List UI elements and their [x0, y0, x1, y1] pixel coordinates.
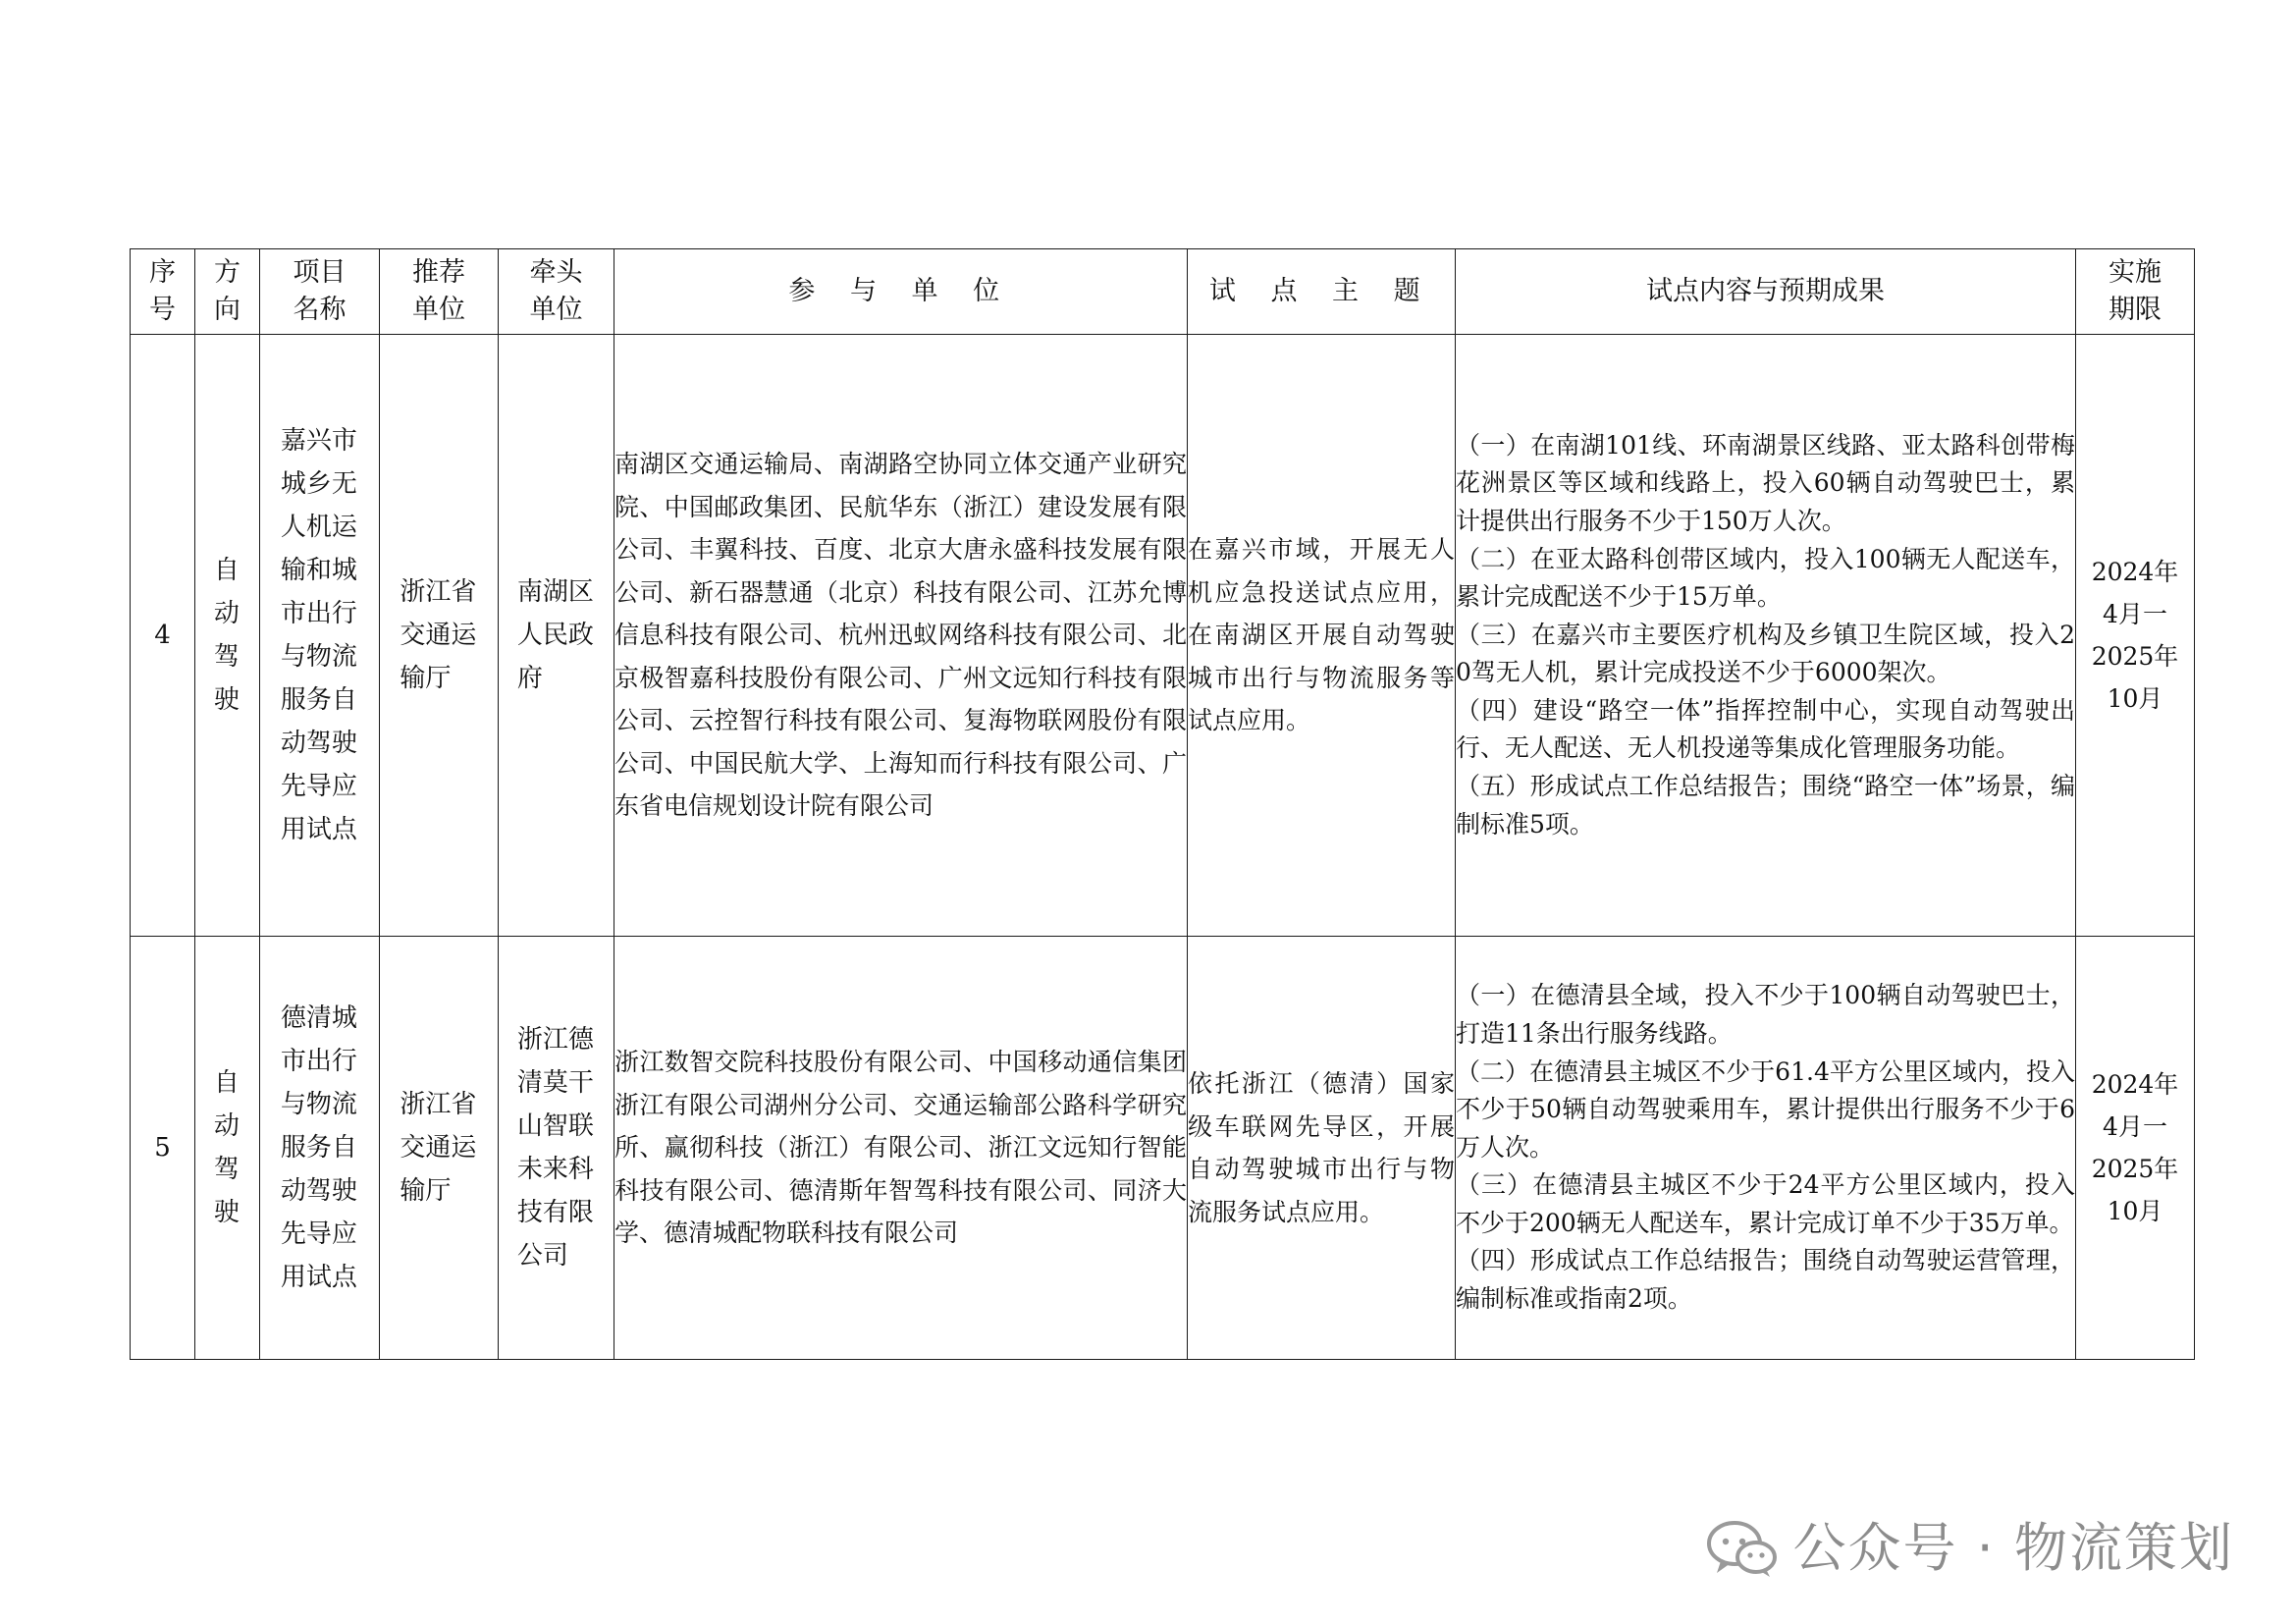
content-item: （一）在德清县全域，投入不少于100辆自动驾驶巴士，打造11条出行服务线路。 [1456, 981, 2075, 1048]
table-row [131, 335, 2195, 937]
content-item: （五）形成试点工作总结报告；围绕“路空一体”场景，编制标准5项。 [1456, 772, 2075, 839]
cell-content [1456, 335, 2076, 937]
content-item: （三）在嘉兴市主要医疗机构及乡镇卫生院区域，投入20驾无人机，累计完成投送不少于6000架次。 [1456, 620, 2075, 687]
cell-lead-unit: 浙江德清莫干山智联未来科技有限公司 [499, 937, 614, 1360]
cell-period: 2024年 4月一 2025年 10月 [2076, 937, 2195, 1360]
cell-direction: 自动驾驶 [195, 937, 260, 1360]
cell-recommender: 浙江省交通运输厅 [380, 335, 499, 937]
pilot-projects-table [130, 248, 2195, 1360]
content-item: （四）形成试点工作总结报告；围绕自动驾驶运营管理，编制标准或指南2项。 [1456, 1246, 2075, 1314]
cell-content [1456, 937, 2076, 1360]
header-theme: 试 点 主 题 [1188, 249, 1456, 335]
table-row [131, 937, 2195, 1360]
cell-participants: 南湖区交通运输局、南湖路空协同立体交通产业研究院、中国邮政集团、民航华东（浙江）建设发展有限公司、丰翼科技、百度、北京大唐永盛科技发展有限公司、新石器慧通（北京）科技有限公司、江苏允博信息科技有限公司、杭州迅蚁网络科技有限公司、北京极智嘉科技股份有限公司、广州文远知行科技有限公司、云控智行科技有限公司、复海物联网股份有限公司、中国民航大学、上海知而行科技有限公司、广东省电信规划设计院有限公司 [614, 335, 1188, 937]
cell-seq: 5 [131, 937, 195, 1360]
header-period: 实施期限 [2076, 249, 2195, 335]
header-project-name: 项目名称 [260, 249, 380, 335]
cell-recommender: 浙江省交通运输厅 [380, 937, 499, 1360]
content-item: （三）在德清县主城区不少于24平方公里区域内，投入不少于200辆无人配送车，累计完成订单不少于35万单。 [1456, 1170, 2075, 1237]
header-participants: 参 与 单 位 [614, 249, 1188, 335]
cell-project-name: 嘉兴市城乡无人机运输和城市出行与物流服务自动驾驶先导应用试点 [260, 335, 380, 937]
header-content: 试点内容与预期成果 [1456, 249, 2076, 335]
watermark-text: 公众号 · 物流策划 [1792, 1517, 2234, 1579]
header-direction: 方向 [195, 249, 260, 335]
content-item: （四）建设“路空一体”指挥控制中心，实现自动驾驶出行、无人配送、无人机投递等集成化管理服务功能。 [1456, 695, 2075, 763]
cell-theme: 在嘉兴市域，开展无人机应急投送试点应用，在南湖区开展自动驾驶城市出行与物流服务等试点应用。 [1188, 335, 1456, 937]
content-item: （一）在南湖101线、环南湖景区线路、亚太路科创带梅花洲景区等区域和线路上，投入60辆自动驾驶巴士，累计提供出行服务不少于150万人次。 [1456, 430, 2075, 535]
content-item: （二）在德清县主城区不少于61.4平方公里区域内，投入不少于50辆自动驾驶乘用车，累计提供出行服务不少于6万人次。 [1456, 1056, 2075, 1162]
cell-participants: 浙江数智交院科技股份有限公司、中国移动通信集团浙江有限公司湖州分公司、交通运输部公路科学研究所、赢彻科技（浙江）有限公司、浙江文远知行智能科技有限公司、德清斯年智驾科技有限公司、同济大学、德清城配物联科技有限公司 [614, 937, 1188, 1360]
header-recommender: 推荐单位 [380, 249, 499, 335]
watermark [1707, 1513, 2235, 1584]
wechat-icon [1707, 1518, 1778, 1579]
cell-period: 2024年 4月一 2025年 10月 [2076, 335, 2195, 937]
header-lead-unit: 牵头单位 [499, 249, 614, 335]
cell-direction: 自动驾驶 [195, 335, 260, 937]
cell-seq: 4 [131, 335, 195, 937]
cell-theme: 依托浙江（德清）国家级车联网先导区，开展自动驾驶城市出行与物流服务试点应用。 [1188, 937, 1456, 1360]
content-item: （二）在亚太路科创带区域内，投入100辆无人配送车，累计完成配送不少于15万单。 [1456, 544, 2075, 612]
table-header-row [131, 249, 2195, 335]
cell-project-name: 德清城市出行与物流服务自动驾驶先导应用试点 [260, 937, 380, 1360]
header-seq: 序号 [131, 249, 195, 335]
cell-lead-unit: 南湖区人民政府 [499, 335, 614, 937]
